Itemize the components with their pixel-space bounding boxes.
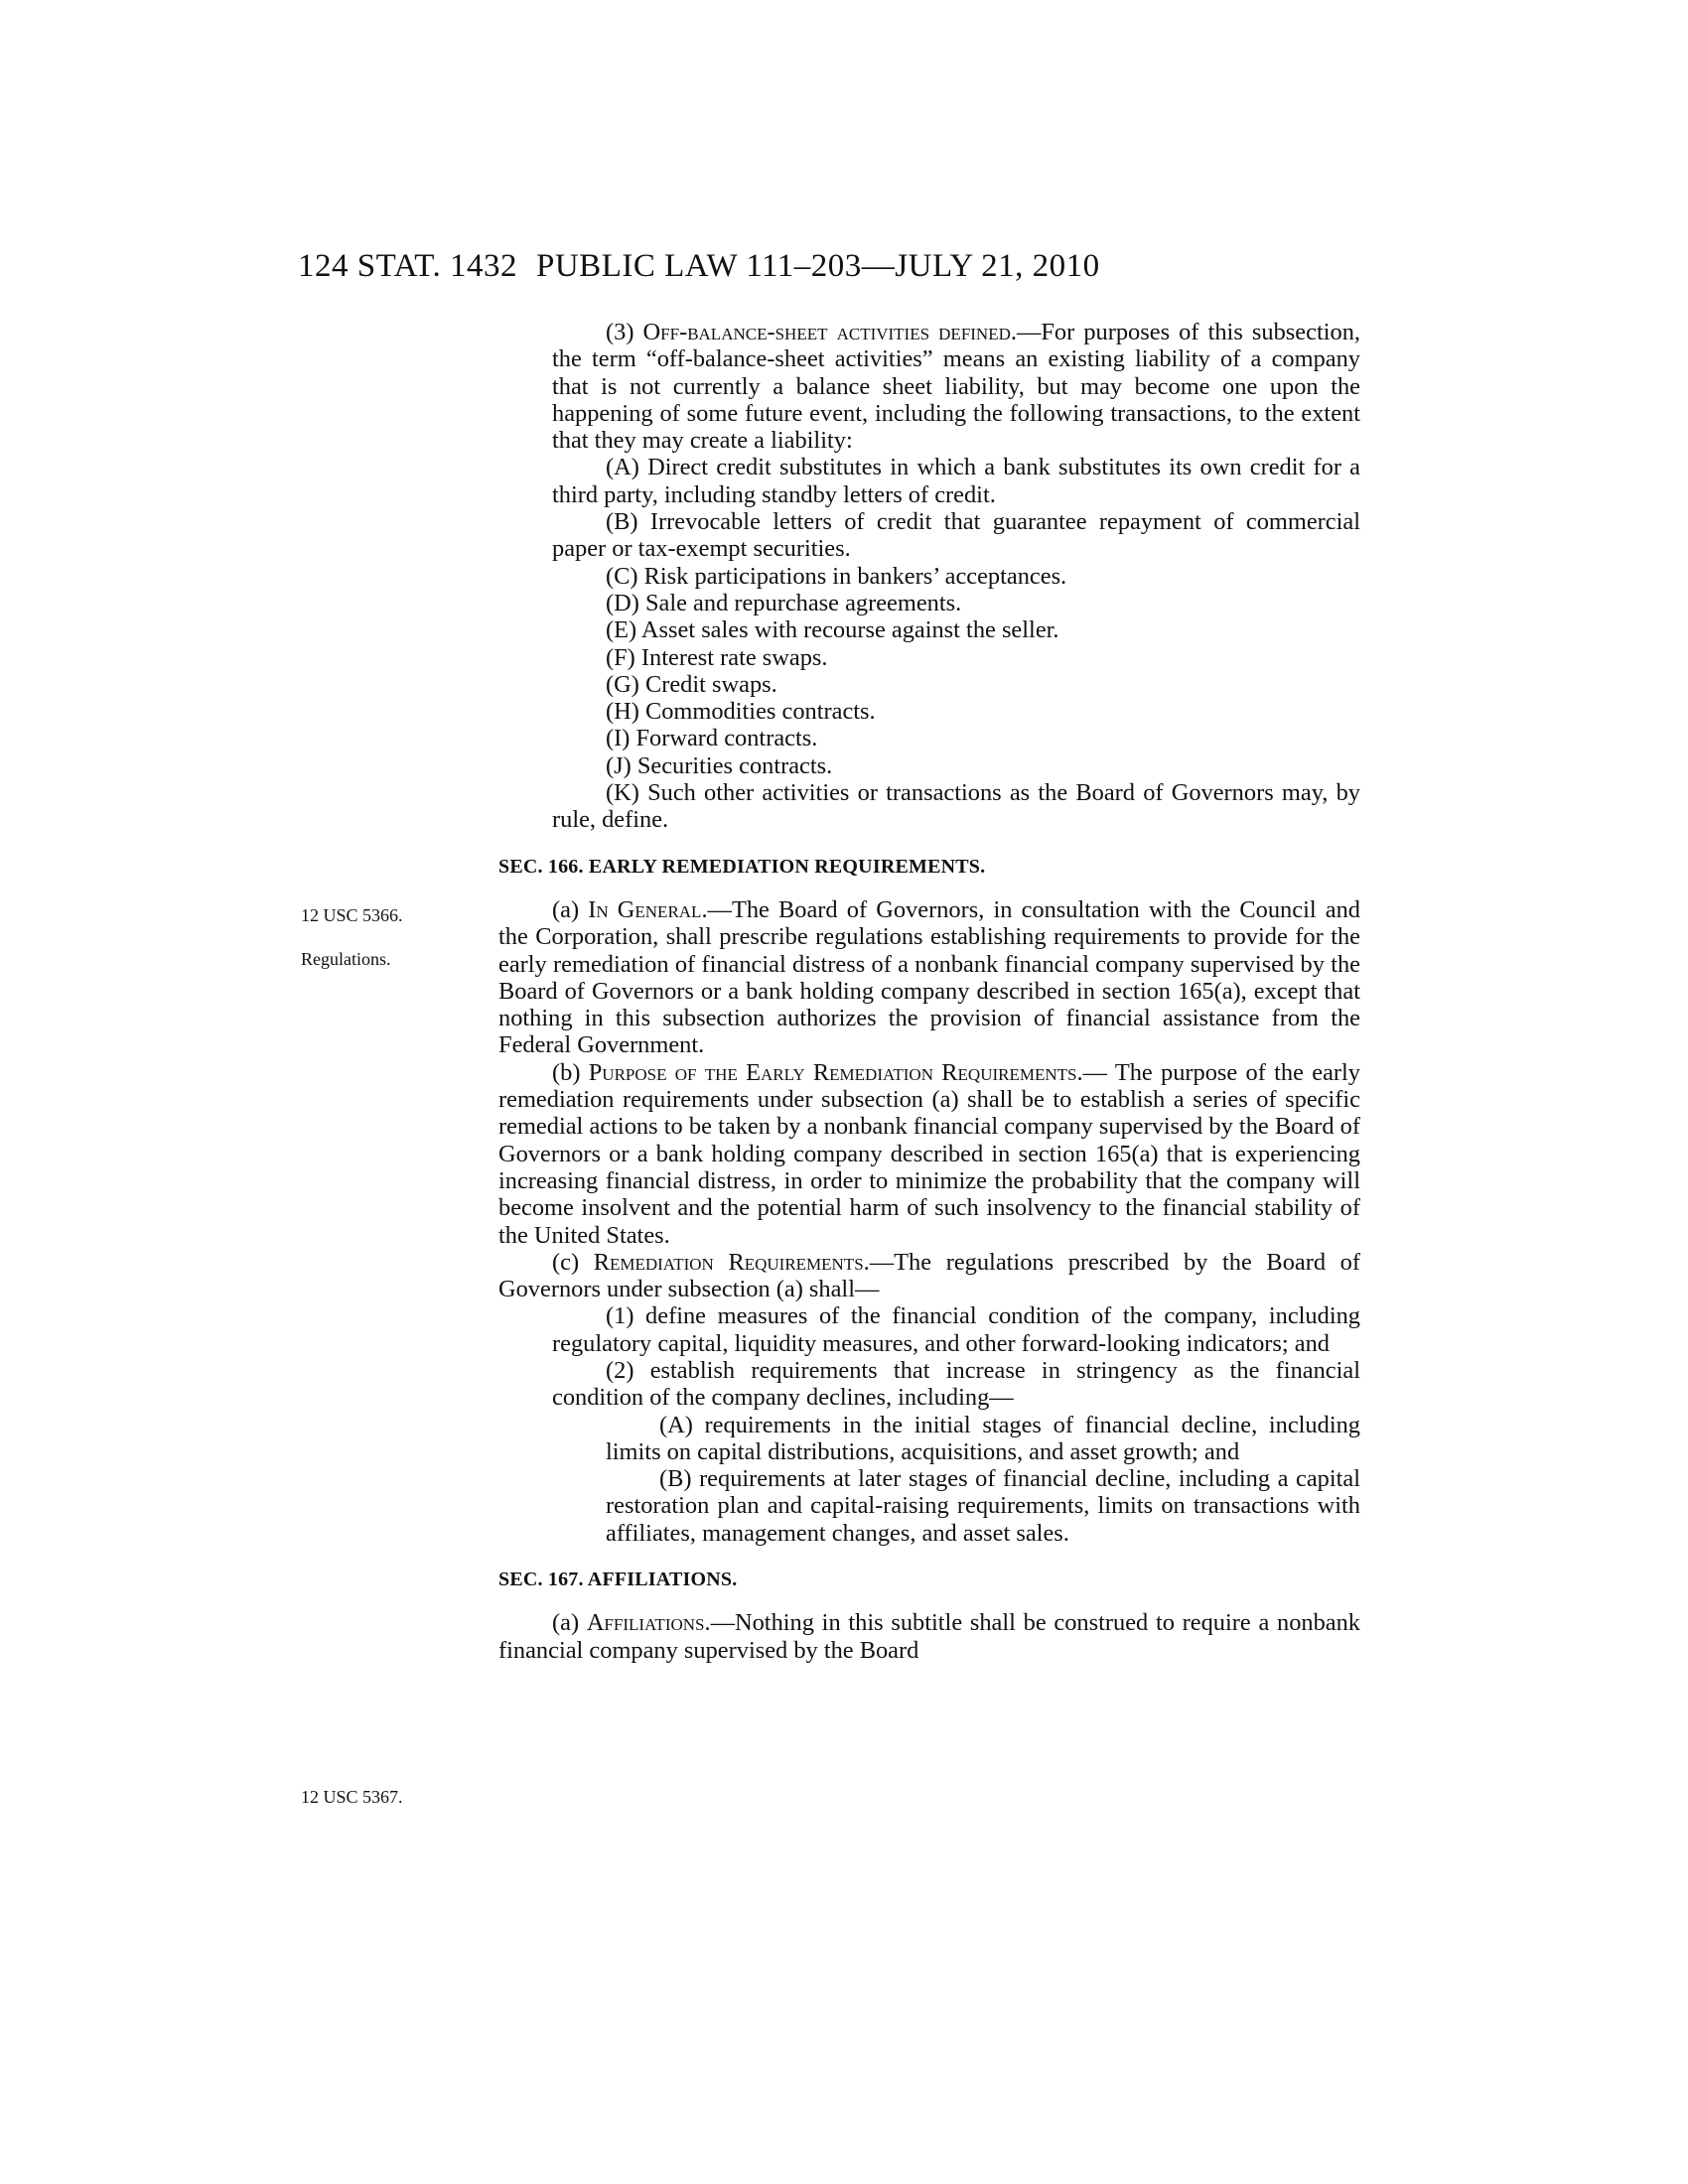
list-item: (E) Asset sales with recourse against the seller.: [606, 616, 1059, 644]
list-item: (J) Securities contracts.: [606, 751, 833, 779]
list-item: (K) Such other activities or transactions as the Board of Governors may, by rule, define.: [552, 779, 1360, 834]
section-166-c-2-B: (B) requirements at later stages of financial decline, including a capital restoration plan and capital-raising requirements, limits on transactions with affiliates, management changes, and asset sales.: [606, 1465, 1360, 1547]
paragraph-3: (3) Off-balance-sheet activities defined.—For purposes of this subsection, the term “off-balance-sheet activities” means an existing liability of a company that is not currently a balance sheet liability, but may become one upon the happening of some future event, including the following transactions, to the extent that they may create a liability:: [552, 319, 1360, 455]
paragraph-heading: Affiliations: [586, 1609, 705, 1637]
list-item: (C) Risk participations in bankers’ acceptances.: [606, 562, 1067, 590]
list-item: (H) Commodities contracts.: [606, 698, 876, 726]
transaction-list: [498, 454, 1360, 833]
paragraph-heading: In General: [588, 895, 702, 923]
document-body: [498, 319, 1360, 1664]
running-header: PUBLIC LAW 111–203—JULY 21, 2010: [536, 248, 1100, 284]
list-item: (B) Irrevocable letters of credit that guarantee repayment of commercial paper or tax-exempt securities.: [552, 508, 1360, 563]
list-item: (A) Direct credit substitutes in which a bank substitutes its own credit for a third party, including standby letters of credit.: [552, 454, 1360, 508]
margin-note-regulations: Regulations.: [301, 949, 391, 969]
list-item: (F) Interest rate swaps.: [606, 643, 828, 671]
section-166-c: (c) Remediation Requirements.—The regulations prescribed by the Board of Governors under subsection (a) shall—: [498, 1248, 1360, 1303]
list-item: (G) Credit swaps.: [606, 670, 777, 698]
list-item: (I) Forward contracts.: [606, 725, 818, 752]
margin-note-usc-5367: 12 USC 5367.: [301, 1787, 403, 1807]
section-166-c-1: (1) define measures of the financial condition of the company, including regulatory capital, liquidity measures, and other forward-looking indicators; and: [552, 1302, 1360, 1357]
section-166-c-2: (2) establish requirements that increase in stringency as the financial condition of the company declines, including—: [552, 1356, 1360, 1412]
paragraph-heading: Remediation Requirements: [593, 1248, 864, 1276]
margin-note-usc-5366: 12 USC 5366.: [301, 905, 403, 925]
stat-citation: 124 STAT. 1432: [298, 248, 518, 284]
section-166-title: SEC. 166. EARLY REMEDIATION REQUIREMENTS.: [498, 855, 986, 878]
section-166-a: (a) In General.—The Board of Governors, in consultation with the Council and the Corporation, shall prescribe regulations establishing requirements to provide for the early remediation of financial distress of a nonbank financial company supervised by the Board of Governors or a bank holding company described in section 165(a), except that nothing in this subsection authorizes the provision of financial assistance from the Federal Government.: [498, 895, 1360, 1059]
section-166-b: (b) Purpose of the Early Remediation Requirements.— The purpose of the early remediation requirements under subsection (a) shall be to establish a series of specific remedial actions to be taken by a nonbank financial company supervised by the Board of Governors or a bank holding company described in section 165(a) that is experiencing increasing financial distress, in order to minimize the probability that the company will become insolvent and the potential harm of such insolvency to the financial stability of the United States.: [498, 1058, 1360, 1249]
section-167-title: SEC. 167. AFFILIATIONS.: [498, 1569, 738, 1591]
section-166-c-2-A: (A) requirements in the initial stages of financial decline, including limits on capital distributions, acquisitions, and asset growth; and: [606, 1411, 1360, 1465]
paragraph-heading: Off-balance-sheet activities defined: [642, 319, 1011, 345]
paragraph-heading: Purpose of the Early Remediation Requirements: [588, 1058, 1077, 1086]
section-167-a: (a) Affiliations.—Nothing in this subtitle shall be construed to require a nonbank financial company supervised by the Board: [498, 1609, 1361, 1664]
list-item: (D) Sale and repurchase agreements.: [606, 589, 962, 616]
